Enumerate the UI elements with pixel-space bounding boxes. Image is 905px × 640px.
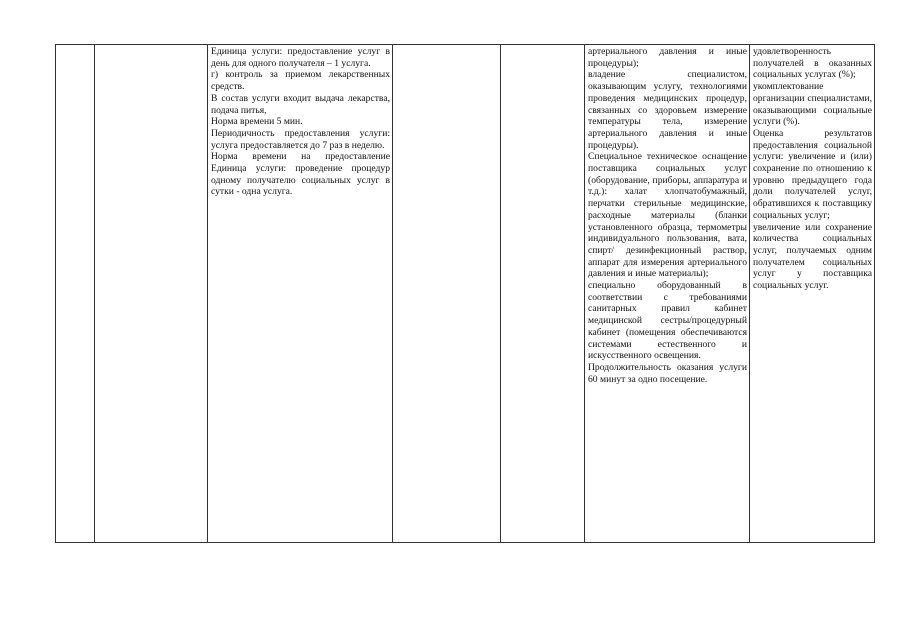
paragraph: специально оборудованный в соответствии с требованиями санитарных правил кабинет медицинской сестры/процедурный кабинет (помещения обеспечиваются системами естественного и искусственного освещения. — [588, 280, 747, 362]
cell-empty-1 — [393, 45, 501, 543]
cell-service-description — [208, 45, 393, 543]
paragraph: Специальное техническое оснащение поставщика социальных услуг (оборудование, приборы, аппаратура и т.д.): халат хлопчатобумажный, перчатки стерильные медицинские, расходные материалы (бланки установленного образца, термометры индивидуального пользования, вата, спирт/ дезинфекционный раствор, аппарат для измерения артериального давления и иные материалы); — [588, 151, 747, 280]
paragraph: владение специалистом, оказывающим услугу, технологиями проведения медицинских процедур, связанных со здоровьем измерение температуры тела, измерение артериального давления и иные процедуры). — [588, 69, 747, 151]
cell-number — [56, 45, 95, 543]
paragraph: удовлетворенность получателей в оказанных социальных услугах (%); — [753, 46, 872, 81]
cell-empty-2 — [501, 45, 585, 543]
paragraph: Продолжительность оказания услуги 60 минут за одно посещение. — [588, 361, 747, 385]
paragraph: Норма времени 5 мин. — [211, 116, 303, 128]
paragraph: Единица услуги: предоставление услуг в день для одного получателя – 1 услуга. — [211, 46, 390, 69]
paragraph: укомплектование организации специалистами, оказывающими социальные услуги (%). — [753, 81, 872, 128]
table-row — [56, 45, 875, 543]
paragraph: Норма времени на предоставление Единица услуги: проведение процедур одному получателю социальных услуг в сутки - одна услуга. — [211, 151, 390, 198]
cell-service-name — [95, 45, 208, 543]
paragraph: Оценка результатов предоставления социальной услуги: увеличение и (или) сохранение по отношению к уровню предыдущего года доли получателей услуг, обратившихся к поставщику социальных услуг; — [753, 127, 872, 221]
cell-conditions — [585, 45, 750, 543]
services-table — [55, 44, 875, 543]
paragraph: г) контроль за приемом лекарственных средств. — [211, 69, 390, 93]
paragraph: В состав услуги входит выдача лекарства, подача питья, — [211, 92, 390, 116]
paragraph: Периодичность предоставления услуги: услуга предоставляется до 7 раз в неделю. — [211, 127, 390, 151]
paragraph: артериального давления и иные процедуры); — [588, 46, 747, 69]
cell-quality-indicators — [750, 45, 875, 543]
paragraph: увеличение или сохранение количества социальных услуг, получаемых одним получателем социальных услуг у поставщика социальных услуг. — [753, 221, 872, 292]
